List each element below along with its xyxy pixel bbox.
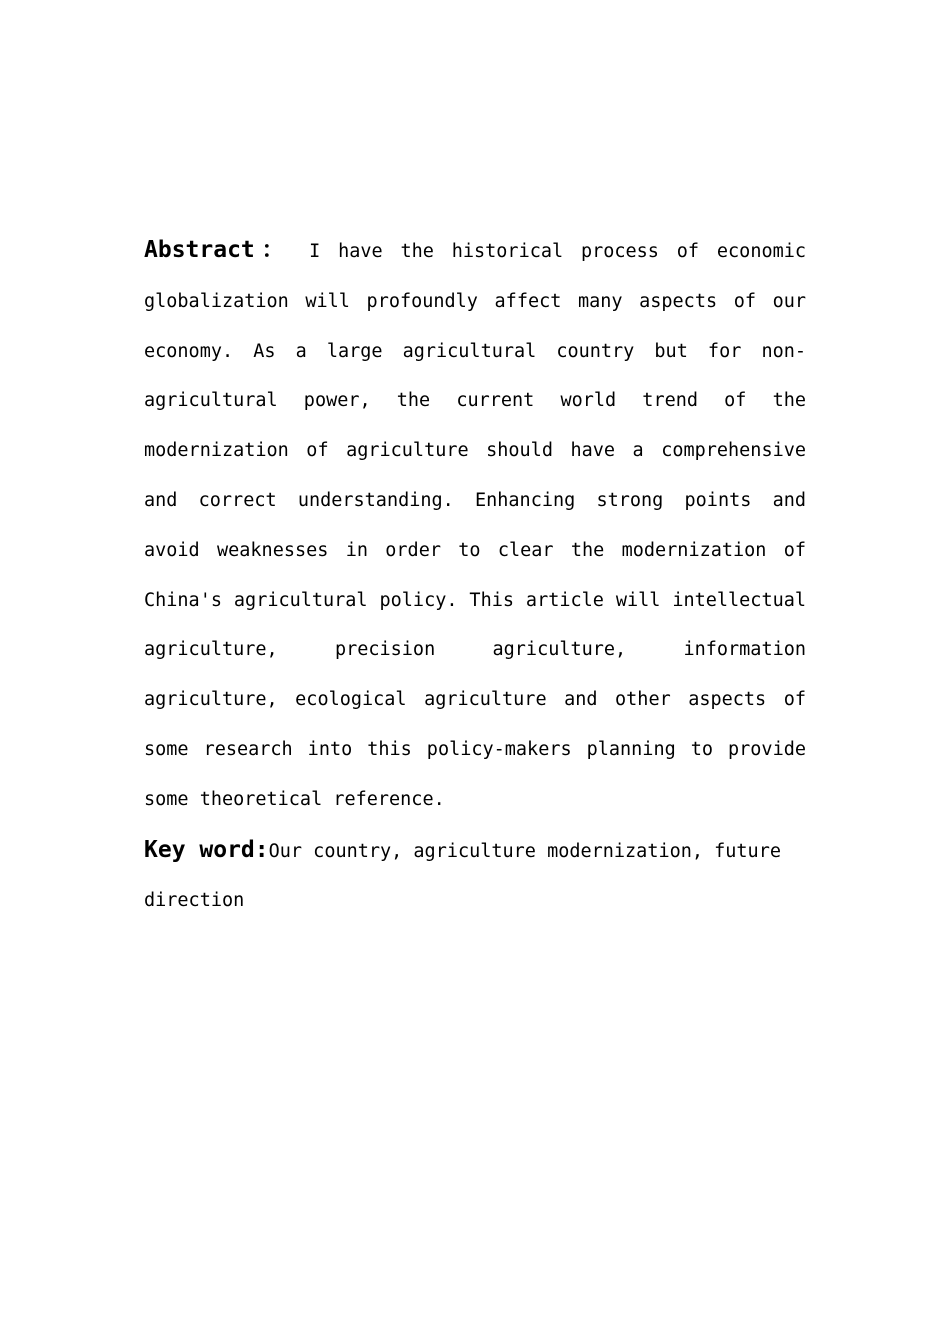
keyword-text: Our country, agriculture modernization, future direction (144, 840, 781, 912)
keywords-paragraph (144, 826, 806, 927)
abstract-label: Abstract： (144, 237, 292, 263)
abstract-paragraph (144, 226, 806, 825)
abstract-section (144, 226, 806, 926)
abstract-text: I have the historical process of economic globalization will profoundly affect many aspects of our economy. As a large agricultural country but for non-agricultural power, the current world trend of the modernization of agriculture should have a comprehensive and correct understanding. Enhancing strong points and avoid weaknesses in order to clear the modernization of China's agricultural policy. This article will intellectual agriculture, precision agriculture, information agriculture, ecological agriculture and other aspects of some research into this policy-makers planning to provide some theoretical reference. (144, 241, 807, 810)
keyword-label: Key word: (144, 836, 269, 863)
